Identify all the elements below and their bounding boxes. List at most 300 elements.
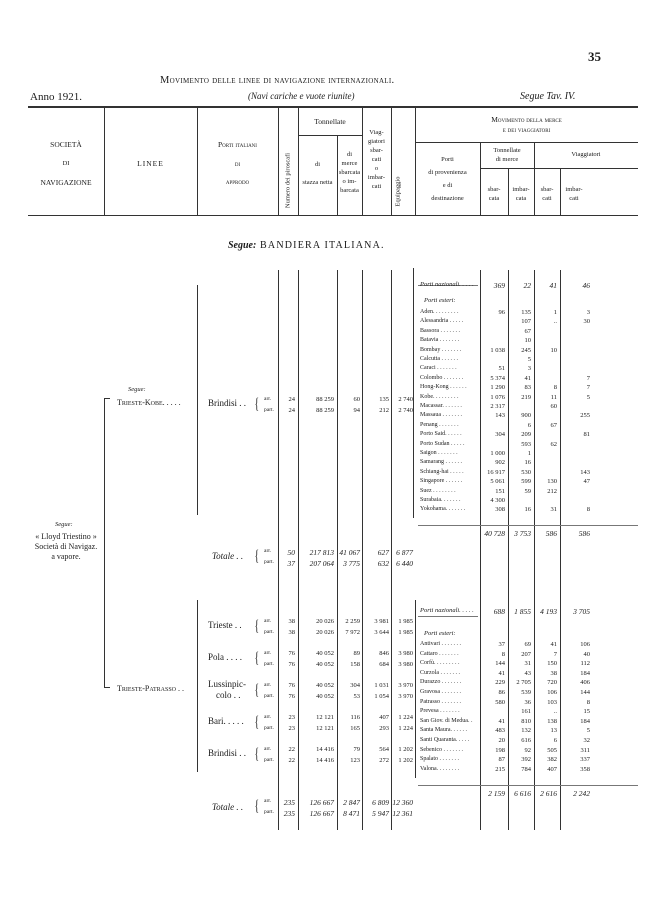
movement-value: 112 [580, 660, 590, 668]
col-divider [278, 108, 279, 215]
movement-value: 580 [495, 698, 505, 706]
line2-ports-bracket [415, 600, 416, 778]
foreign-port: Batavia . . . . . . . [420, 337, 460, 344]
movement-value: 41 [498, 717, 505, 725]
movement-value: 810 [521, 717, 531, 725]
header-viaggiatori: Viag- giatori sbar- cati o imbar- cati [367, 129, 386, 190]
movement-value: 62 [550, 440, 557, 448]
direction-label: part. [264, 809, 274, 815]
direction-label: arr. [264, 746, 272, 752]
foreign-port: Durazzo . . . . . . . [420, 679, 462, 686]
cell-equip: 1 985 [398, 629, 413, 636]
port-name: Bari. . . . . [208, 716, 244, 726]
line1-name: Trieste-Kobe. . . . . [117, 398, 181, 407]
movement-value: 245 [521, 346, 531, 354]
movement-value: 3 [527, 365, 531, 373]
movement-value: 8 [501, 650, 505, 658]
naz-value: 1 855 [514, 607, 531, 616]
cell-viagg: 5 947 [372, 809, 389, 818]
movement-value: 483 [495, 727, 505, 735]
movement-value: .. [553, 708, 557, 716]
cell-stazza: 88 259 [316, 396, 334, 403]
cell-merce: 94 [353, 407, 360, 414]
movement-value: 86 [498, 689, 505, 696]
header-viaggiatori-2: Viaggiatori [571, 151, 601, 158]
direction-label: part. [264, 407, 274, 413]
movement-value: 5 [586, 393, 590, 401]
header-sbarcata: sbar- cata [487, 186, 501, 202]
movement-value: 36 [524, 698, 531, 706]
cell-viagg: 632 [377, 559, 389, 568]
header-numero-piroscafi: Numero dei piroscafi [284, 152, 292, 209]
cell-viagg: 846 [379, 650, 389, 657]
cell-n: 23 [288, 725, 295, 732]
company-bracket-bottom [104, 687, 110, 688]
naz-value: 369 [493, 281, 505, 290]
movement-value: 41 [550, 641, 557, 648]
line2-name: Trieste-Patrasso . . [117, 684, 185, 693]
porti-nazionali-label: Porti nazionali. . . . . [420, 281, 474, 288]
foreign-port: Penang . . . . . . . [420, 421, 459, 428]
sum-value: 586 [545, 529, 557, 538]
cell-stazza: 40 052 [316, 661, 334, 668]
movement-value: 40 [583, 650, 590, 658]
movement-value: 358 [580, 765, 590, 773]
year-label: Anno 1921. [30, 91, 82, 103]
cell-viagg: 407 [379, 714, 389, 721]
header-bottom-rule [28, 215, 638, 216]
totale-label: Totale . . [212, 551, 244, 561]
cell-equip: 1 224 [398, 714, 413, 721]
foreign-port: Santi Quaranta. . . . . [420, 737, 470, 743]
cell-equip: 6 440 [396, 559, 413, 568]
movement-value: 143 [495, 412, 505, 420]
port-name: Trieste . . [208, 620, 242, 630]
movement-value: 47 [583, 478, 590, 486]
movement-value: 407 [547, 765, 557, 773]
brace: { [254, 682, 260, 699]
direction-label: arr. [264, 714, 272, 720]
sum-value: 2 242 [573, 789, 590, 798]
foreign-port: Hong-Kong . . . . . . [420, 384, 467, 391]
movement-value: 4 300 [490, 497, 505, 504]
direction-label: arr. [264, 548, 272, 554]
movement-value: 539 [521, 689, 531, 696]
direction-label: part. [264, 693, 274, 699]
movement-value: 5 [586, 727, 590, 735]
cell-merce: 7 972 [345, 629, 360, 636]
movement-value: .. [553, 318, 557, 326]
movement-value: 16 [524, 506, 531, 514]
foreign-port: Spalato . . . . . . . [420, 756, 459, 763]
movement-value: 7 [586, 384, 590, 392]
movement-value: 5 374 [490, 374, 505, 382]
cell-stazza: 126 667 [309, 798, 334, 807]
movement-value: 41 [498, 669, 505, 677]
movement-value: 2 317 [490, 403, 505, 410]
movement-value: 32 [583, 737, 590, 744]
direction-label: arr. [264, 618, 272, 624]
sum-value: 6 616 [514, 789, 531, 798]
cell-stazza: 20 026 [316, 629, 334, 636]
movement-value: 1 [553, 309, 557, 316]
cell-n: 24 [288, 407, 295, 414]
movement-value: 144 [580, 689, 590, 696]
movement-value: 10 [524, 337, 531, 345]
movement-value: 103 [547, 698, 557, 706]
movement-value: 161 [521, 708, 531, 716]
cell-viagg: 212 [379, 407, 389, 414]
cell-n: 76 [288, 650, 295, 657]
movement-value: 337 [580, 756, 590, 764]
cell-n: 24 [288, 396, 295, 403]
header-merce: di merce sbarcata o im- barcata [338, 151, 361, 194]
header-porti-provenienza: Porti di provenienza e di destinazione [428, 156, 467, 202]
direction-label: part. [264, 725, 274, 731]
foreign-port: Massaua . . . . . . . [420, 412, 462, 419]
movement-value: 144 [495, 660, 505, 668]
foreign-port: Santa Maura. . . . . . [420, 727, 467, 734]
foreign-port: Colombo . . . . . . . [420, 374, 464, 381]
direction-label: arr. [264, 396, 272, 402]
movement-value: 198 [495, 746, 505, 754]
company-segue: Segue: [55, 521, 73, 528]
foreign-port: Yokohama. . . . . . . [420, 506, 466, 513]
movement-value: 784 [521, 765, 531, 773]
brace: { [254, 798, 260, 815]
header-top-rule [28, 106, 638, 108]
movement-value: 406 [580, 679, 590, 687]
cell-stazza: 207 064 [309, 559, 334, 568]
header-imbarcata: imbar- cata [512, 186, 530, 202]
porti-esteri-label: Porti esteri: [424, 297, 456, 304]
sum-value: 2 616 [540, 789, 557, 798]
cell-n: 22 [288, 746, 295, 753]
movement-value: 229 [495, 679, 505, 687]
cell-n: 37 [287, 559, 295, 568]
movement-value: 6 [553, 737, 557, 744]
movement-value: 209 [521, 431, 531, 439]
movement-value: 255 [580, 412, 590, 420]
foreign-port: Prevesa . . . . . . . [420, 708, 460, 715]
movement-value: 308 [495, 506, 505, 514]
page-number: 35 [588, 49, 601, 64]
foreign-port: Curzola . . . . . . . [420, 669, 460, 676]
naz-value: 41 [549, 281, 557, 290]
cell-viagg: 684 [379, 661, 389, 668]
header-tonnellate-merce: Tonnellate di merce [493, 147, 521, 163]
cell-equip: 1 202 [398, 746, 413, 753]
port-name-cont: colo . . [216, 690, 241, 700]
movement-value: 382 [547, 756, 557, 764]
cell-viagg: 3 644 [374, 629, 389, 636]
cell-merce: 2 847 [343, 798, 360, 807]
movement-value: 184 [580, 669, 590, 677]
foreign-port: Macassar. . . . . . . [420, 403, 462, 409]
brace: { [254, 714, 260, 731]
cell-stazza: 217 813 [309, 548, 334, 557]
movement-value: 69 [524, 641, 531, 648]
foreign-port: Patrasso . . . . . . . [420, 698, 461, 705]
movement-value: 720 [547, 679, 557, 687]
movement-value: 143 [580, 468, 590, 476]
movement-value: 212 [547, 487, 557, 495]
cell-stazza: 126 667 [309, 809, 334, 818]
brace: { [254, 746, 260, 763]
brace: { [254, 548, 260, 565]
cell-merce: 304 [350, 682, 360, 689]
movement-value: 87 [498, 756, 505, 764]
movement-value: 106 [580, 641, 590, 648]
line2-naz-rule [418, 616, 478, 617]
movement-value: 132 [521, 727, 531, 735]
movement-value: 107 [521, 318, 531, 326]
movement-value: 616 [521, 737, 531, 744]
movement-value: 2 705 [516, 679, 531, 687]
cell-equip: 12 360 [392, 798, 413, 807]
cell-equip: 3 970 [398, 682, 413, 689]
cell-merce: 53 [353, 693, 360, 700]
direction-label: arr. [264, 650, 272, 656]
cell-viagg: 272 [379, 757, 389, 764]
company-bracket [104, 398, 105, 688]
sum-value: 586 [578, 529, 590, 538]
movement-value: 16 917 [487, 468, 505, 476]
cell-stazza: 14 416 [316, 757, 334, 764]
col-group-rule [480, 168, 638, 169]
port-name: Brindisi . . [208, 748, 247, 758]
foreign-port: Bassora . . . . . . . [420, 327, 460, 334]
movement-value: 902 [495, 459, 505, 467]
direction-label: part. [264, 629, 274, 635]
foreign-port: Cattaro . . . . . . . [420, 650, 459, 657]
foreign-port: Porto Sudan . . . . . [420, 440, 465, 447]
cell-n: 38 [288, 629, 295, 636]
cell-n: 235 [283, 798, 295, 807]
movement-value: 1 038 [490, 346, 505, 354]
foreign-port: Calcutta . . . . . . [420, 356, 458, 362]
company-name: « Lloyd Triestino » Società di Navigaz. a vapore. [34, 532, 98, 561]
movement-value: 51 [498, 365, 505, 373]
foreign-port: Porto Said. . . . . . [420, 431, 462, 438]
cell-merce: 116 [350, 714, 360, 721]
movement-value: 106 [547, 689, 557, 696]
section-heading: Segue: BANDIERA ITALIANA. [228, 240, 385, 251]
cell-viagg: 6 809 [372, 798, 389, 807]
movement-value: 1 000 [490, 450, 505, 457]
foreign-port: Alessandria . . . . . [420, 318, 464, 325]
cell-n: 76 [288, 682, 295, 689]
header-porti: Porti italiani di approdo [218, 140, 257, 186]
direction-label: part. [264, 757, 274, 763]
movement-value: 151 [495, 487, 505, 495]
movement-value: 67 [550, 421, 557, 429]
cell-viagg: 135 [379, 396, 389, 403]
header-sbarcati: sbar- cati [540, 186, 554, 202]
line1-bracket [197, 285, 198, 515]
cell-viagg: 1 031 [374, 682, 389, 689]
movement-value: 6 [527, 421, 531, 429]
naz-value: 4 193 [540, 607, 557, 616]
movement-value: 10 [550, 346, 557, 354]
table-reference: Segue Tav. IV. [520, 91, 576, 102]
cell-merce: 89 [353, 650, 360, 657]
movement-value: 304 [495, 431, 505, 439]
porti-nazionali-label: Porti nazionali. . . . . [420, 607, 474, 614]
movement-value: 207 [521, 650, 531, 658]
cell-stazza: 40 052 [316, 682, 334, 689]
movement-value: 7 [553, 650, 557, 658]
cell-merce: 3 775 [343, 559, 360, 568]
cell-viagg: 3 981 [374, 618, 389, 625]
header-linee: LINEE [137, 159, 164, 168]
cell-merce: 41 067 [339, 548, 360, 557]
movement-value: 3 [586, 309, 590, 316]
movement-value: 43 [524, 669, 531, 677]
movement-value: 96 [498, 309, 505, 316]
cell-n: 235 [283, 809, 295, 818]
movement-value: 30 [583, 318, 590, 326]
cell-equip: 1 202 [398, 757, 413, 764]
cell-merce: 8 471 [343, 809, 360, 818]
cell-n: 76 [288, 693, 295, 700]
line1-segue: Segue: [128, 386, 146, 393]
movement-value: 59 [524, 487, 531, 495]
movement-value: 31 [524, 660, 531, 668]
header-stazza: di stazza netta [302, 161, 333, 186]
cell-merce: 158 [350, 661, 360, 668]
movement-value: 8 [553, 384, 557, 392]
cell-stazza: 12 121 [316, 714, 334, 721]
line1-sum-rule [418, 525, 638, 526]
header-movimento: Movimento della merce e dei viaggiatori [491, 115, 562, 134]
naz-value: 22 [523, 281, 531, 290]
foreign-port: Saigon . . . . . . . [420, 450, 458, 456]
foreign-port: Kobe. . . . . . . . . [420, 393, 459, 400]
movement-value: 8 [586, 506, 590, 514]
porti-esteri-label: Porti esteri: [424, 630, 456, 637]
cell-stazza: 40 052 [316, 693, 334, 700]
foreign-port: San Giov. di Medua. . [420, 717, 473, 724]
movement-value: 1 [527, 450, 531, 457]
direction-label: part. [264, 661, 274, 667]
foreign-port: Schiang-hai . . . . . [420, 468, 464, 475]
sum-value: 3 753 [514, 529, 531, 538]
movement-value: 11 [550, 393, 557, 401]
foreign-port: Corfù. . . . . . . . . [420, 660, 460, 667]
movement-value: 13 [550, 727, 557, 735]
page-subtitle: (Navi cariche e vuote riunite) [248, 91, 355, 101]
foreign-port: Suez . . . . . . . . [420, 487, 456, 494]
foreign-port: Antivari . . . . . . . [420, 641, 461, 647]
cell-merce: 79 [353, 746, 360, 753]
cell-n: 76 [288, 661, 295, 668]
movement-value: 505 [547, 746, 557, 754]
cell-equip: 3 970 [398, 693, 413, 700]
cell-viagg: 564 [379, 746, 389, 753]
cell-viagg: 293 [379, 725, 389, 732]
line2-sum-rule [418, 785, 638, 786]
header-societa: SOCIETÀ DI NAVIGAZIONE [40, 140, 92, 187]
port-name: Pola . . . . [208, 652, 243, 662]
cell-stazza: 40 052 [316, 650, 334, 657]
cell-equip: 2 740 [398, 407, 413, 414]
cell-merce: 165 [350, 725, 360, 732]
movement-value: 530 [521, 468, 531, 476]
cell-equip: 2 740 [398, 396, 413, 403]
naz-value: 46 [582, 281, 590, 290]
foreign-port: Aden. . . . . . . . . [420, 309, 459, 315]
movement-value: 41 [524, 374, 531, 382]
cell-merce: 2 259 [345, 618, 360, 625]
movement-value: 67 [524, 327, 531, 335]
cell-stazza: 12 121 [316, 725, 334, 732]
port-name: Brindisi . . [208, 398, 247, 408]
foreign-port: Gravosa . . . . . . . [420, 689, 461, 695]
sum-value: 40 728 [484, 529, 505, 538]
movement-value: 900 [521, 412, 531, 420]
naz-value: 3 705 [573, 607, 590, 616]
movement-value: 599 [521, 478, 531, 486]
cell-stazza: 88 259 [316, 407, 334, 414]
foreign-port: Samarang . . . . . . [420, 459, 462, 466]
foreign-port: Sebenico . . . . . . . [420, 746, 463, 753]
movement-value: 130 [547, 478, 557, 486]
brace: { [254, 650, 260, 667]
port-name: Lussinpic- [208, 679, 246, 689]
movement-value: 7 [586, 374, 590, 382]
cell-merce: 123 [350, 757, 360, 764]
sum-value: 2 159 [488, 789, 505, 798]
foreign-port: Singapore . . . . . . [420, 478, 463, 485]
movement-value: 83 [524, 384, 531, 392]
cell-merce: 60 [353, 396, 360, 403]
cell-equip: 12 361 [392, 809, 413, 818]
movement-value: 135 [521, 309, 531, 316]
cell-equip: 3 980 [398, 661, 413, 668]
line1-ports-bracket [413, 268, 414, 518]
movement-value: 1 290 [490, 384, 505, 392]
movement-value: 8 [586, 698, 590, 706]
movement-value: 31 [550, 506, 557, 514]
naz-value: 688 [493, 607, 505, 616]
header-equipaggio: Equipaggio [394, 176, 402, 207]
movement-value: 38 [550, 669, 557, 677]
line2-bracket [197, 600, 198, 772]
cell-n: 38 [288, 618, 295, 625]
col-divider [391, 108, 392, 215]
col-group-rule [298, 135, 362, 136]
cell-n: 23 [288, 714, 295, 721]
company-bracket-top [104, 398, 110, 399]
direction-label: arr. [264, 798, 272, 804]
cell-n: 22 [288, 757, 295, 764]
cell-equip: 6 877 [396, 548, 413, 557]
cell-viagg: 627 [377, 548, 389, 557]
cell-equip: 1 224 [398, 725, 413, 732]
totale-label: Totale . . [212, 802, 244, 812]
col-group-rule [415, 142, 638, 143]
movement-value: 184 [580, 717, 590, 725]
movement-value: 311 [580, 746, 590, 754]
header-tonnellate: Tonnellate [314, 117, 346, 126]
movement-value: 20 [498, 737, 505, 744]
cell-viagg: 1 054 [374, 693, 389, 700]
cell-n: 50 [287, 548, 295, 557]
movement-value: 150 [547, 660, 557, 668]
cell-stazza: 20 026 [316, 618, 334, 625]
movement-value: 138 [547, 717, 557, 725]
